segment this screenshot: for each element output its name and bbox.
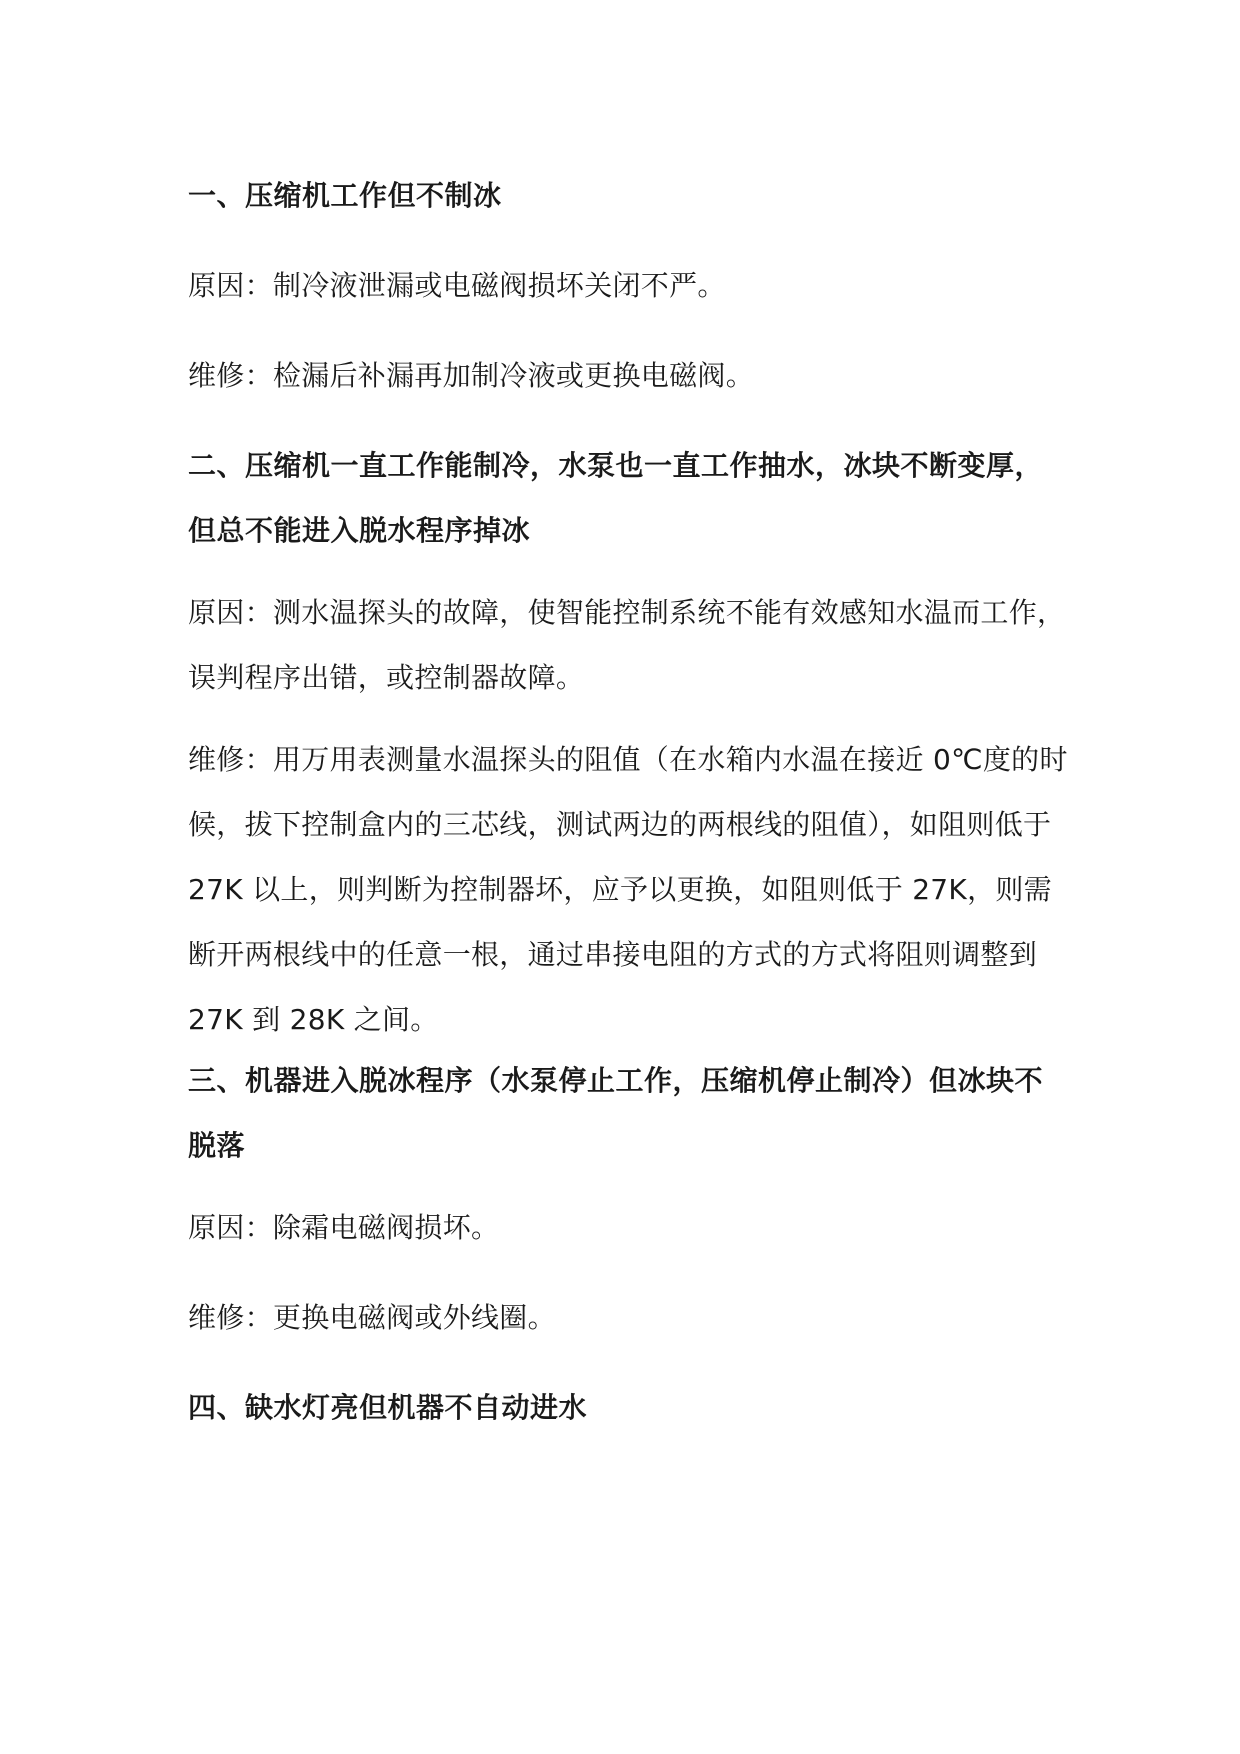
section-2-repair: 维修：用万用表测量水温探头的阻值（在水箱内水温在接近 0℃度的时候，拔下控制盒内的三芯线，测试两边的两根线的阻值），如阻则低于 27K 以上，则判断为控制器坏，应予以更换，如阻则低于 27K，则需断开两根线中的任意一根，通过串接电阻的方式的方式将阻则调整到 27K 到 28K 之间。 — [188, 743, 1068, 1036]
section-4-heading: 四、缺水灯亮但机器不自动进水 — [188, 1391, 588, 1424]
section-1-cause: 原因：制冷液泄漏或电磁阀损坏关闭不严。 — [188, 269, 726, 302]
section-2-cause: 原因：测水温探头的故障，使智能控制系统不能有效感知水温而工作，误判程序出错，或控制器故障。 — [188, 596, 1066, 694]
section-1-heading: 一、压缩机工作但不制冰 — [188, 179, 502, 212]
section-3-repair: 维修：更换电磁阀或外线圈。 — [188, 1301, 556, 1334]
section-3-heading: 三、机器进入脱冰程序（水泵停止工作，压缩机停止制冷）但冰块不脱落 — [188, 1064, 1044, 1162]
section-3-cause: 原因：除霜电磁阀损坏。 — [188, 1211, 500, 1244]
section-1-repair: 维修：检漏后补漏再加制冷液或更换电磁阀。 — [188, 359, 755, 392]
section-2-heading: 二、压缩机一直工作能制冷，水泵也一直工作抽水，冰块不断变厚，但总不能进入脱水程序掉冰 — [188, 449, 1044, 547]
